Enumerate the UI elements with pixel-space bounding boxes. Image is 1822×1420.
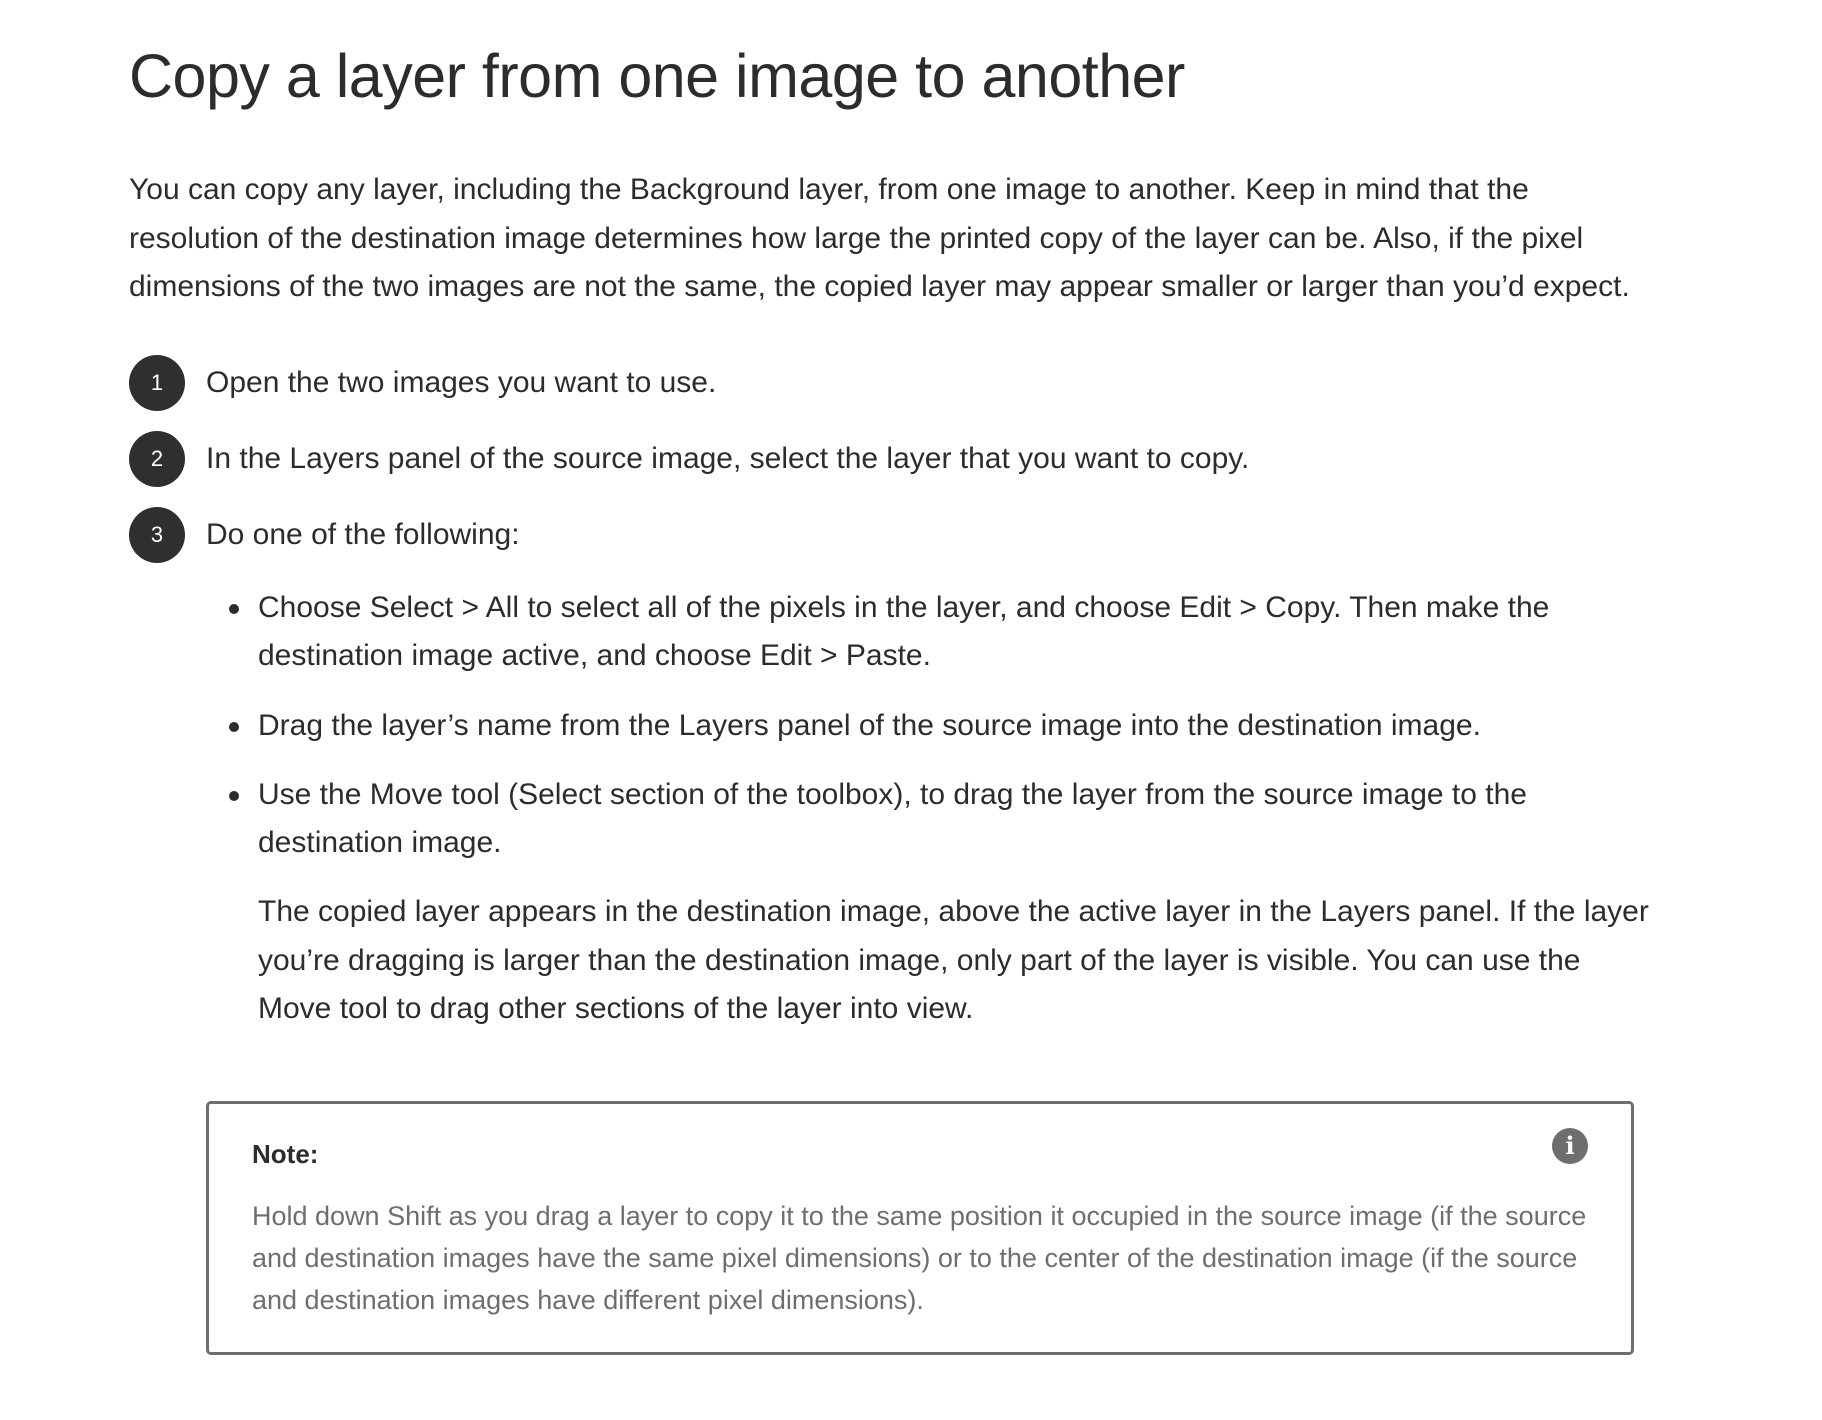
step-item [129, 507, 1649, 583]
step-item [129, 431, 1649, 507]
step-text: In the Layers panel of the source image, select the layer that you want to copy. [206, 442, 1250, 475]
page-title: Copy a layer from one image to another [129, 42, 1185, 110]
step-item [129, 355, 1649, 431]
step-number-badge: 2 [129, 431, 185, 487]
info-icon: i [1552, 1128, 1588, 1164]
steps-list [129, 355, 1649, 583]
option-item [0, 702, 1520, 771]
option-text: Choose Select > All to select all of the pixels in the layer, and choose Edit > Copy. Then make the destination image active, and choose Edit > Paste. [258, 591, 1550, 672]
step-text: Open the two images you want to use. [206, 366, 717, 399]
bullet-icon [229, 722, 239, 732]
option-item [0, 584, 1550, 702]
note-text: Hold down Shift as you drag a layer to copy it to the same position it occupied in the source image (if the source and destination images have the same pixel dimensions) or to the center of the destination image (if the source and destination images have different pixel dimensions). [252, 1201, 1587, 1315]
note-box [206, 1101, 1634, 1355]
option-text: Use the Move tool (Select section of the toolbox), to drag the layer from the source image to the destination image. [258, 778, 1527, 859]
result-paragraph: The copied layer appears in the destination image, above the active layer in the Layers panel. If the layer you’re dragging is larger than the destination image, only part of the layer is visible. You can use the Move tool to drag other sections of the layer into view. [258, 895, 1649, 1025]
bullet-icon [229, 791, 239, 801]
intro-paragraph: You can copy any layer, including the Background layer, from one image to another. Keep in mind that the resolution of the destination image determines how large the printed copy of the layer can be. Also, if the pixel dimensions of the two images are not the same, the copied layer may appear smaller or larger than you’d expect. [129, 173, 1630, 303]
option-item [0, 771, 1527, 890]
option-text: Drag the layer’s name from the Layers panel of the source image into the destination image. [258, 709, 1481, 742]
step-text: Do one of the following: [206, 518, 520, 551]
note-label: Note: [252, 1139, 319, 1169]
options-list [0, 584, 1550, 890]
bullet-icon [229, 604, 239, 614]
step-number-badge: 3 [129, 507, 185, 563]
step-number-badge: 1 [129, 355, 185, 411]
